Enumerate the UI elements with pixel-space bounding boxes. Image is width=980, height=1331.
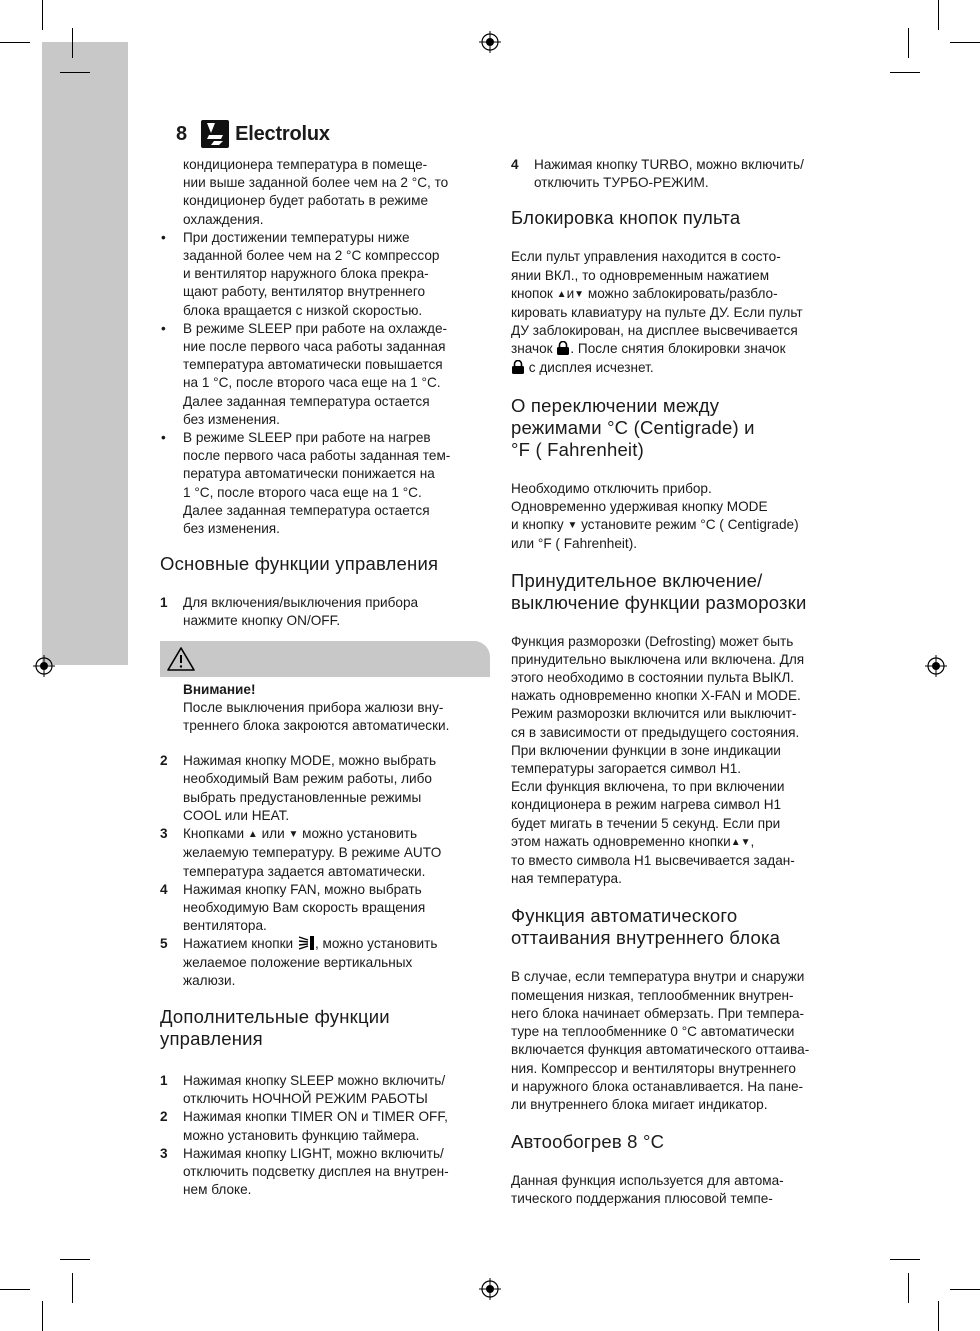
crop-mark	[908, 1273, 909, 1303]
list-item	[160, 320, 490, 429]
numbered-item	[511, 156, 843, 192]
item-text	[183, 825, 490, 881]
list-item	[160, 229, 490, 320]
section-heading-auto-defrost: Функция автоматического оттаивания внутреннего блока	[511, 905, 781, 949]
electrolux-logo-icon	[201, 120, 229, 148]
crop-mark	[908, 28, 909, 58]
intro-continuation: кондиционера температура в помеще- нии выше заданной более чем на 2 °С, то кондиционер будет работать в режиме охлаждения.	[183, 157, 449, 227]
section-heading-defrost: Принудительное включение/ выключение функции разморозки	[511, 569, 807, 613]
arrow-down-icon: ▼	[740, 836, 751, 848]
bullet-text: • При достижении температуры ниже заданной более чем на 2 °С компрессор и вентилятор наружного блока прекра- щают работу, вентилятор внутреннего блока вращается с низкой скоростью.	[183, 229, 440, 318]
item-text: Нажимая кнопки TIMER ON и TIMER OFF, можно установить функцию таймера.	[183, 1109, 448, 1143]
lock-icon	[511, 360, 525, 374]
numbered-item	[160, 752, 490, 825]
autoheat-paragraph: Данная функция используется для автома- тического поддержания плюсовой темпе-	[511, 1173, 784, 1207]
item-number: 4	[160, 881, 168, 897]
warning-bar	[160, 641, 490, 677]
numbered-item	[160, 825, 490, 881]
crop-mark	[60, 72, 90, 73]
page-number: 8	[176, 122, 188, 145]
defrost-paragraph	[511, 633, 843, 889]
arrow-up-icon: ▲	[247, 829, 258, 841]
item-text: Нажимая кнопку LIGHT, можно включить/ отключить подсветку дисплея на внутрен- нем блоке.	[183, 1145, 449, 1198]
text-part: Функция разморозки (Defrosting) может быть принудительно выключена или включена. Для этого необходимо в состоянии пульта ВЫКЛ. нажать одновременно кнопки X-FAN и MODE. Режим разморозки включится или выключит- ся в зависимости от предыдущего состояния. При включении функции в зоне индикации температуры загорается символ H1. Если функция включена, то при включении кондиционера в режим нагрева символ H1 будет мигать в течении 5 секунд. Если при этом нажать одновременно кнопки	[511, 633, 805, 849]
crop-mark	[42, 1301, 43, 1331]
registration-mark-icon	[479, 31, 501, 53]
item-number: 3	[160, 826, 168, 842]
crop-mark	[890, 1259, 920, 1260]
item-number: 1	[160, 595, 168, 611]
bullet-text: • В режиме SLEEP при работе на охлажде- ние после первого часа работы заданная температура автоматически повышается на 1 °С, после второго часа еще на 1 °С. Далее заданная температура остается без изменения.	[183, 320, 448, 427]
registration-mark-icon	[33, 655, 55, 677]
arrow-up-icon: ▲	[730, 836, 741, 848]
item-text	[183, 935, 490, 990]
page-header	[176, 116, 330, 152]
text-part: и	[566, 285, 575, 301]
item-number: 2	[160, 753, 168, 769]
side-tab	[42, 42, 128, 665]
item-text: Нажимая кнопку MODE, можно выбрать необходимый Вам режим работы, либо выбрать предустановленные режимы COOL или HEAT.	[183, 753, 437, 823]
units-paragraph	[511, 480, 843, 554]
item-number: 4	[511, 157, 519, 172]
text-part: установите режим °С ( Centigrade) или °F ( Fahrenheit).	[511, 517, 799, 552]
arrow-down-icon: ▼	[567, 520, 578, 532]
item-text-part: можно установить желаемую температуру. В режиме AUTO температура задается автоматически.	[183, 826, 442, 879]
crop-mark	[60, 1259, 90, 1260]
numbered-item	[160, 594, 490, 630]
text-part: с дисплея исчезнет.	[528, 359, 654, 375]
numbered-item	[160, 935, 490, 990]
arrow-down-icon: ▼	[574, 288, 585, 300]
item-text: Для включения/выключения прибора нажмите кнопку ON/OFF.	[183, 595, 419, 629]
text-part: . После снятия блокировки значок	[570, 341, 786, 357]
item-number: 2	[160, 1109, 168, 1125]
text-part: , то вместо символа H1 высвечивается задан- ная температура.	[511, 833, 795, 887]
item-text-part: Нажатием кнопки	[183, 936, 294, 952]
crop-mark	[938, 1301, 939, 1331]
crop-mark	[42, 0, 43, 30]
bullet-text: • В режиме SLEEP при работе на нагрев после первого часа работы заданная тем- пература автоматически понижается на 1 °С, после второго часа еще на 1 °С. Далее заданная температура остается без изменения.	[183, 430, 451, 537]
crop-mark	[72, 1273, 73, 1303]
crop-mark	[938, 0, 939, 30]
warning-icon	[166, 646, 196, 672]
item-text: Нажимая кнопку FAN, можно выбрать необходимую Вам скорость вращения вентилятора.	[183, 881, 426, 934]
item-number: 1	[160, 1072, 168, 1088]
crop-mark	[0, 42, 30, 43]
numbered-item	[160, 1072, 490, 1108]
warning-title: Внимание!	[183, 681, 256, 697]
right-column	[511, 156, 843, 1209]
numbered-item	[160, 881, 490, 936]
crop-mark	[72, 28, 73, 58]
section-heading-autoheat: Автообогрев 8 °С	[511, 1131, 665, 1153]
registration-mark-icon	[925, 655, 947, 677]
text-part: можно заблокировать/разбло- кировать клавиатуру на пульте ДУ. Если пульт ДУ заблокирован, на дисплее высвечивается значок	[511, 285, 803, 357]
text-part: Необходимо отключить прибор. Одновременно удерживая кнопку MODE и кнопку	[511, 480, 768, 533]
item-text: Нажимая кнопку SLEEP можно включить/ отключить НОЧНОЙ РЕЖИМ РАБОТЫ	[183, 1072, 446, 1107]
arrow-up-icon: ▲	[556, 288, 567, 300]
item-number: 5	[160, 936, 168, 952]
section-heading-units: О переключении между режимами °С (Centigrade) и °F ( Fahrenheit)	[511, 394, 755, 460]
item-text-part: , можно установить желаемое положение вертикальных жалюзи.	[183, 936, 438, 988]
section-heading-lock: Блокировка кнопок пульта	[511, 207, 741, 229]
arrow-down-icon: ▼	[288, 829, 299, 841]
text-part: Если пульт управления находится в состо- янии ВКЛ., то одновременным нажатием кнопок	[511, 249, 781, 301]
crop-mark	[0, 1289, 30, 1290]
left-column	[160, 156, 490, 1199]
registration-mark-icon	[479, 1278, 501, 1300]
section-heading-basic: Основные функции управления	[160, 553, 439, 575]
numbered-item	[160, 1145, 490, 1200]
item-text-part: или	[261, 826, 285, 842]
numbered-item	[160, 1108, 490, 1144]
lock-paragraph	[511, 248, 843, 376]
item-text-part: Кнопками	[183, 826, 245, 842]
crop-mark	[950, 1289, 980, 1290]
lock-icon	[556, 341, 570, 355]
auto-defrost-paragraph: В случае, если температура внутри и снаружи помещения низкая, теплообменник внутрен- него блока начинает обмерзать. При темпера- туре на теплообменнике 0 °С автоматически включается функция автоматического оттаива- ния. Компрессор и вентиляторы внутреннего и наружного блока останавливается. На пане- ли внутреннего блока мигает индикатор.	[511, 969, 810, 1112]
brand-name: Electrolux	[235, 122, 330, 145]
section-heading-extra: Дополнительные функции управления	[160, 1005, 390, 1049]
crop-mark	[890, 72, 920, 73]
item-number: 3	[160, 1145, 168, 1161]
list-item	[160, 429, 490, 538]
crop-mark	[950, 42, 980, 43]
warning-block	[160, 681, 490, 736]
item-text: Нажимая кнопку TURBO, можно включить/ отключить ТУРБО-РЕЖИМ.	[534, 157, 804, 191]
warning-text: После выключения прибора жалюзи вну- треннего блока закроются автоматически.	[183, 699, 450, 734]
swing-louver-icon	[297, 935, 315, 951]
